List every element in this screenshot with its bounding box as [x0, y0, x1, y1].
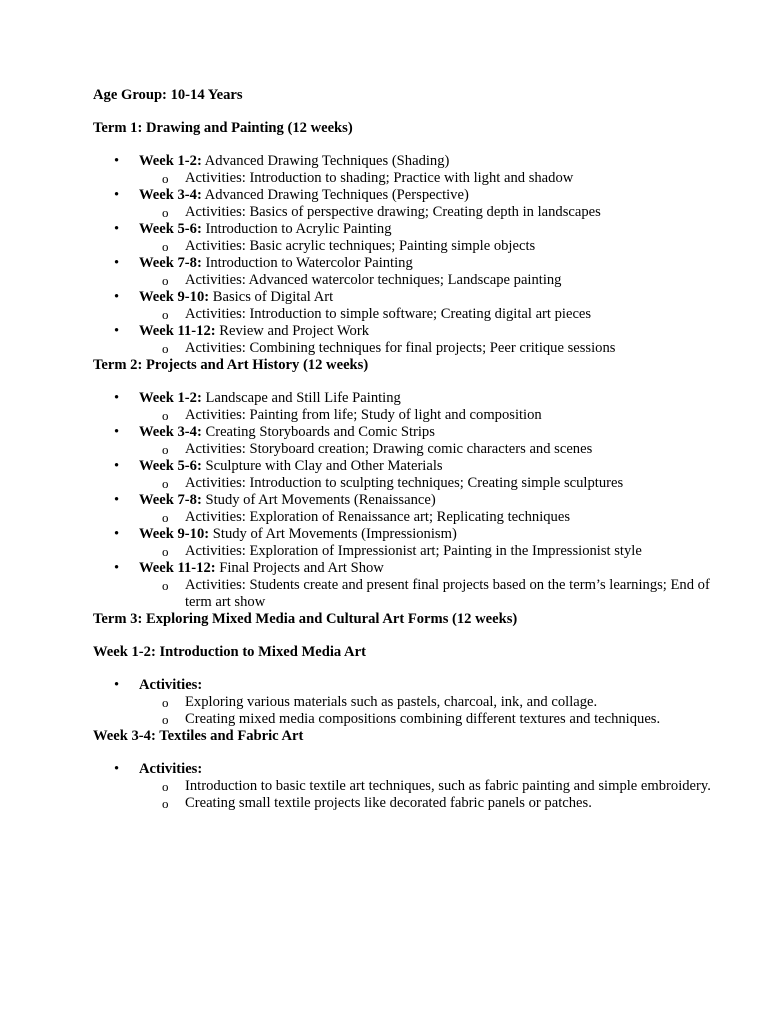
activity-item — [139, 441, 733, 458]
week-topic: Basics of Digital Art — [209, 289, 334, 305]
circle-bullet-icon: o — [162, 695, 169, 710]
activities-label: Activities: — [139, 761, 203, 777]
list-item — [93, 424, 733, 458]
circle-bullet-icon: o — [162, 205, 169, 220]
term2-heading: Term 2: Projects and Art History (12 weeks) — [93, 357, 369, 373]
week-topic: Sculpture with Clay and Other Materials — [201, 458, 443, 474]
week-label: Week 1-2: — [139, 390, 202, 406]
circle-bullet-icon: o — [162, 578, 169, 593]
activity-text: Activities: Advanced watercolor techniques; Landscape painting — [185, 272, 562, 288]
activity-text: Activities: Exploration of Impressionist art; Painting in the Impressionist style — [185, 543, 642, 559]
week-label: Week 5-6: — [139, 221, 202, 237]
term3-heading: Term 3: Exploring Mixed Media and Cultural Art Forms (12 weeks) — [93, 611, 518, 627]
activity-item — [139, 543, 733, 560]
list-item — [93, 560, 733, 611]
activity-text: Exploring various materials such as pastels, charcoal, ink, and collage. — [185, 694, 598, 710]
activity-text: Activities: Exploration of Renaissance art; Replicating techniques — [185, 509, 571, 525]
activity-item — [139, 272, 733, 289]
week-label: Week 9-10: — [139, 289, 210, 305]
list-item — [93, 289, 733, 323]
activity-text: Activities: Combining techniques for final projects; Peer critique sessions — [185, 340, 616, 356]
list-item — [93, 677, 733, 728]
bullet-icon: • — [114, 153, 120, 169]
term2-list — [93, 390, 733, 611]
activity-item — [139, 204, 733, 221]
list-item — [93, 255, 733, 289]
document-page — [93, 87, 733, 812]
activity-item — [139, 509, 733, 526]
week-topic: Study of Art Movements (Impressionism) — [209, 526, 457, 542]
circle-bullet-icon: o — [162, 341, 169, 356]
section-list — [93, 677, 733, 728]
activity-item — [139, 778, 733, 795]
section-heading: Week 1-2: Introduction to Mixed Media Art — [93, 644, 366, 660]
activity-item — [139, 475, 733, 492]
bullet-icon: • — [114, 560, 120, 576]
bullet-icon: • — [114, 677, 120, 693]
activity-text: Activities: Introduction to shading; Practice with light and shadow — [185, 170, 574, 186]
list-item — [93, 761, 733, 812]
week-label: Week 7-8: — [139, 255, 202, 271]
activity-text: Activities: Introduction to sculpting techniques; Creating simple sculptures — [185, 475, 624, 491]
bullet-icon: • — [114, 526, 120, 542]
week-topic: Introduction to Acrylic Painting — [201, 221, 392, 237]
bullet-icon: • — [114, 458, 120, 474]
bullet-icon: • — [114, 323, 120, 339]
week-topic: Study of Art Movements (Renaissance) — [201, 492, 436, 508]
week-topic: Creating Storyboards and Comic Strips — [201, 424, 435, 440]
activity-text: Activities: Storyboard creation; Drawing comic characters and scenes — [185, 441, 593, 457]
circle-bullet-icon: o — [162, 239, 169, 254]
circle-bullet-icon: o — [162, 712, 169, 727]
week-label: Week 5-6: — [139, 458, 202, 474]
activity-text: Activities: Painting from life; Study of light and composition — [185, 407, 542, 423]
bullet-icon: • — [114, 761, 120, 777]
circle-bullet-icon: o — [162, 442, 169, 457]
activity-text: Introduction to basic textile art techniques, such as fabric painting and simple embroidery. — [185, 778, 711, 794]
circle-bullet-icon: o — [162, 779, 169, 794]
circle-bullet-icon: o — [162, 476, 169, 491]
circle-bullet-icon: o — [162, 408, 169, 423]
activity-item — [139, 306, 733, 323]
circle-bullet-icon: o — [162, 273, 169, 288]
activity-text: Activities: Introduction to simple software; Creating digital art pieces — [185, 306, 592, 322]
list-item — [93, 458, 733, 492]
bullet-icon: • — [114, 390, 120, 406]
activity-item — [139, 407, 733, 424]
activity-item — [139, 238, 733, 255]
week-label: Week 9-10: — [139, 526, 210, 542]
week-label: Week 1-2: — [139, 153, 202, 169]
activity-item — [139, 170, 733, 187]
list-item — [93, 187, 733, 221]
activity-text: Creating mixed media compositions combining different textures and techniques. — [185, 711, 661, 727]
week-label: Week 11-12: — [139, 560, 216, 576]
activity-item — [139, 795, 733, 812]
week-topic: Advanced Drawing Techniques (Shading) — [201, 153, 450, 169]
week-topic: Final Projects and Art Show — [215, 560, 384, 576]
week-topic: Landscape and Still Life Painting — [201, 390, 401, 406]
bullet-icon: • — [114, 221, 120, 237]
activity-item — [139, 577, 733, 611]
week-topic: Review and Project Work — [215, 323, 369, 339]
week-topic: Advanced Drawing Techniques (Perspective) — [201, 187, 469, 203]
bullet-icon: • — [114, 289, 120, 305]
bullet-icon: • — [114, 187, 120, 203]
activity-text: Activities: Basics of perspective drawing; Creating depth in landscapes — [185, 204, 601, 220]
activity-text: Creating small textile projects like decorated fabric panels or patches. — [185, 795, 592, 811]
list-item — [93, 221, 733, 255]
week-label: Week 11-12: — [139, 323, 216, 339]
list-item — [93, 526, 733, 560]
bullet-icon: • — [114, 255, 120, 271]
activity-item — [139, 694, 733, 711]
circle-bullet-icon: o — [162, 510, 169, 525]
list-item — [93, 153, 733, 187]
activity-item — [139, 711, 733, 728]
circle-bullet-icon: o — [162, 796, 169, 811]
circle-bullet-icon: o — [162, 307, 169, 322]
term1-list — [93, 153, 733, 357]
list-item — [93, 323, 733, 357]
list-item — [93, 390, 733, 424]
week-label: Week 3-4: — [139, 424, 202, 440]
section-list — [93, 761, 733, 812]
circle-bullet-icon: o — [162, 171, 169, 186]
bullet-icon: • — [114, 424, 120, 440]
activity-text: Activities: Students create and present final projects based on the term’s learnings; End of term art show — [185, 577, 710, 610]
week-topic: Introduction to Watercolor Painting — [201, 255, 413, 271]
week-label: Week 7-8: — [139, 492, 202, 508]
section-heading: Week 3-4: Textiles and Fabric Art — [93, 728, 304, 744]
bullet-icon: • — [114, 492, 120, 508]
age-group-heading: Age Group: 10-14 Years — [93, 87, 243, 103]
activity-item — [139, 340, 733, 357]
term1-heading: Term 1: Drawing and Painting (12 weeks) — [93, 120, 353, 136]
circle-bullet-icon: o — [162, 544, 169, 559]
activity-text: Activities: Basic acrylic techniques; Painting simple objects — [185, 238, 536, 254]
activities-label: Activities: — [139, 677, 203, 693]
week-label: Week 3-4: — [139, 187, 202, 203]
list-item — [93, 492, 733, 526]
